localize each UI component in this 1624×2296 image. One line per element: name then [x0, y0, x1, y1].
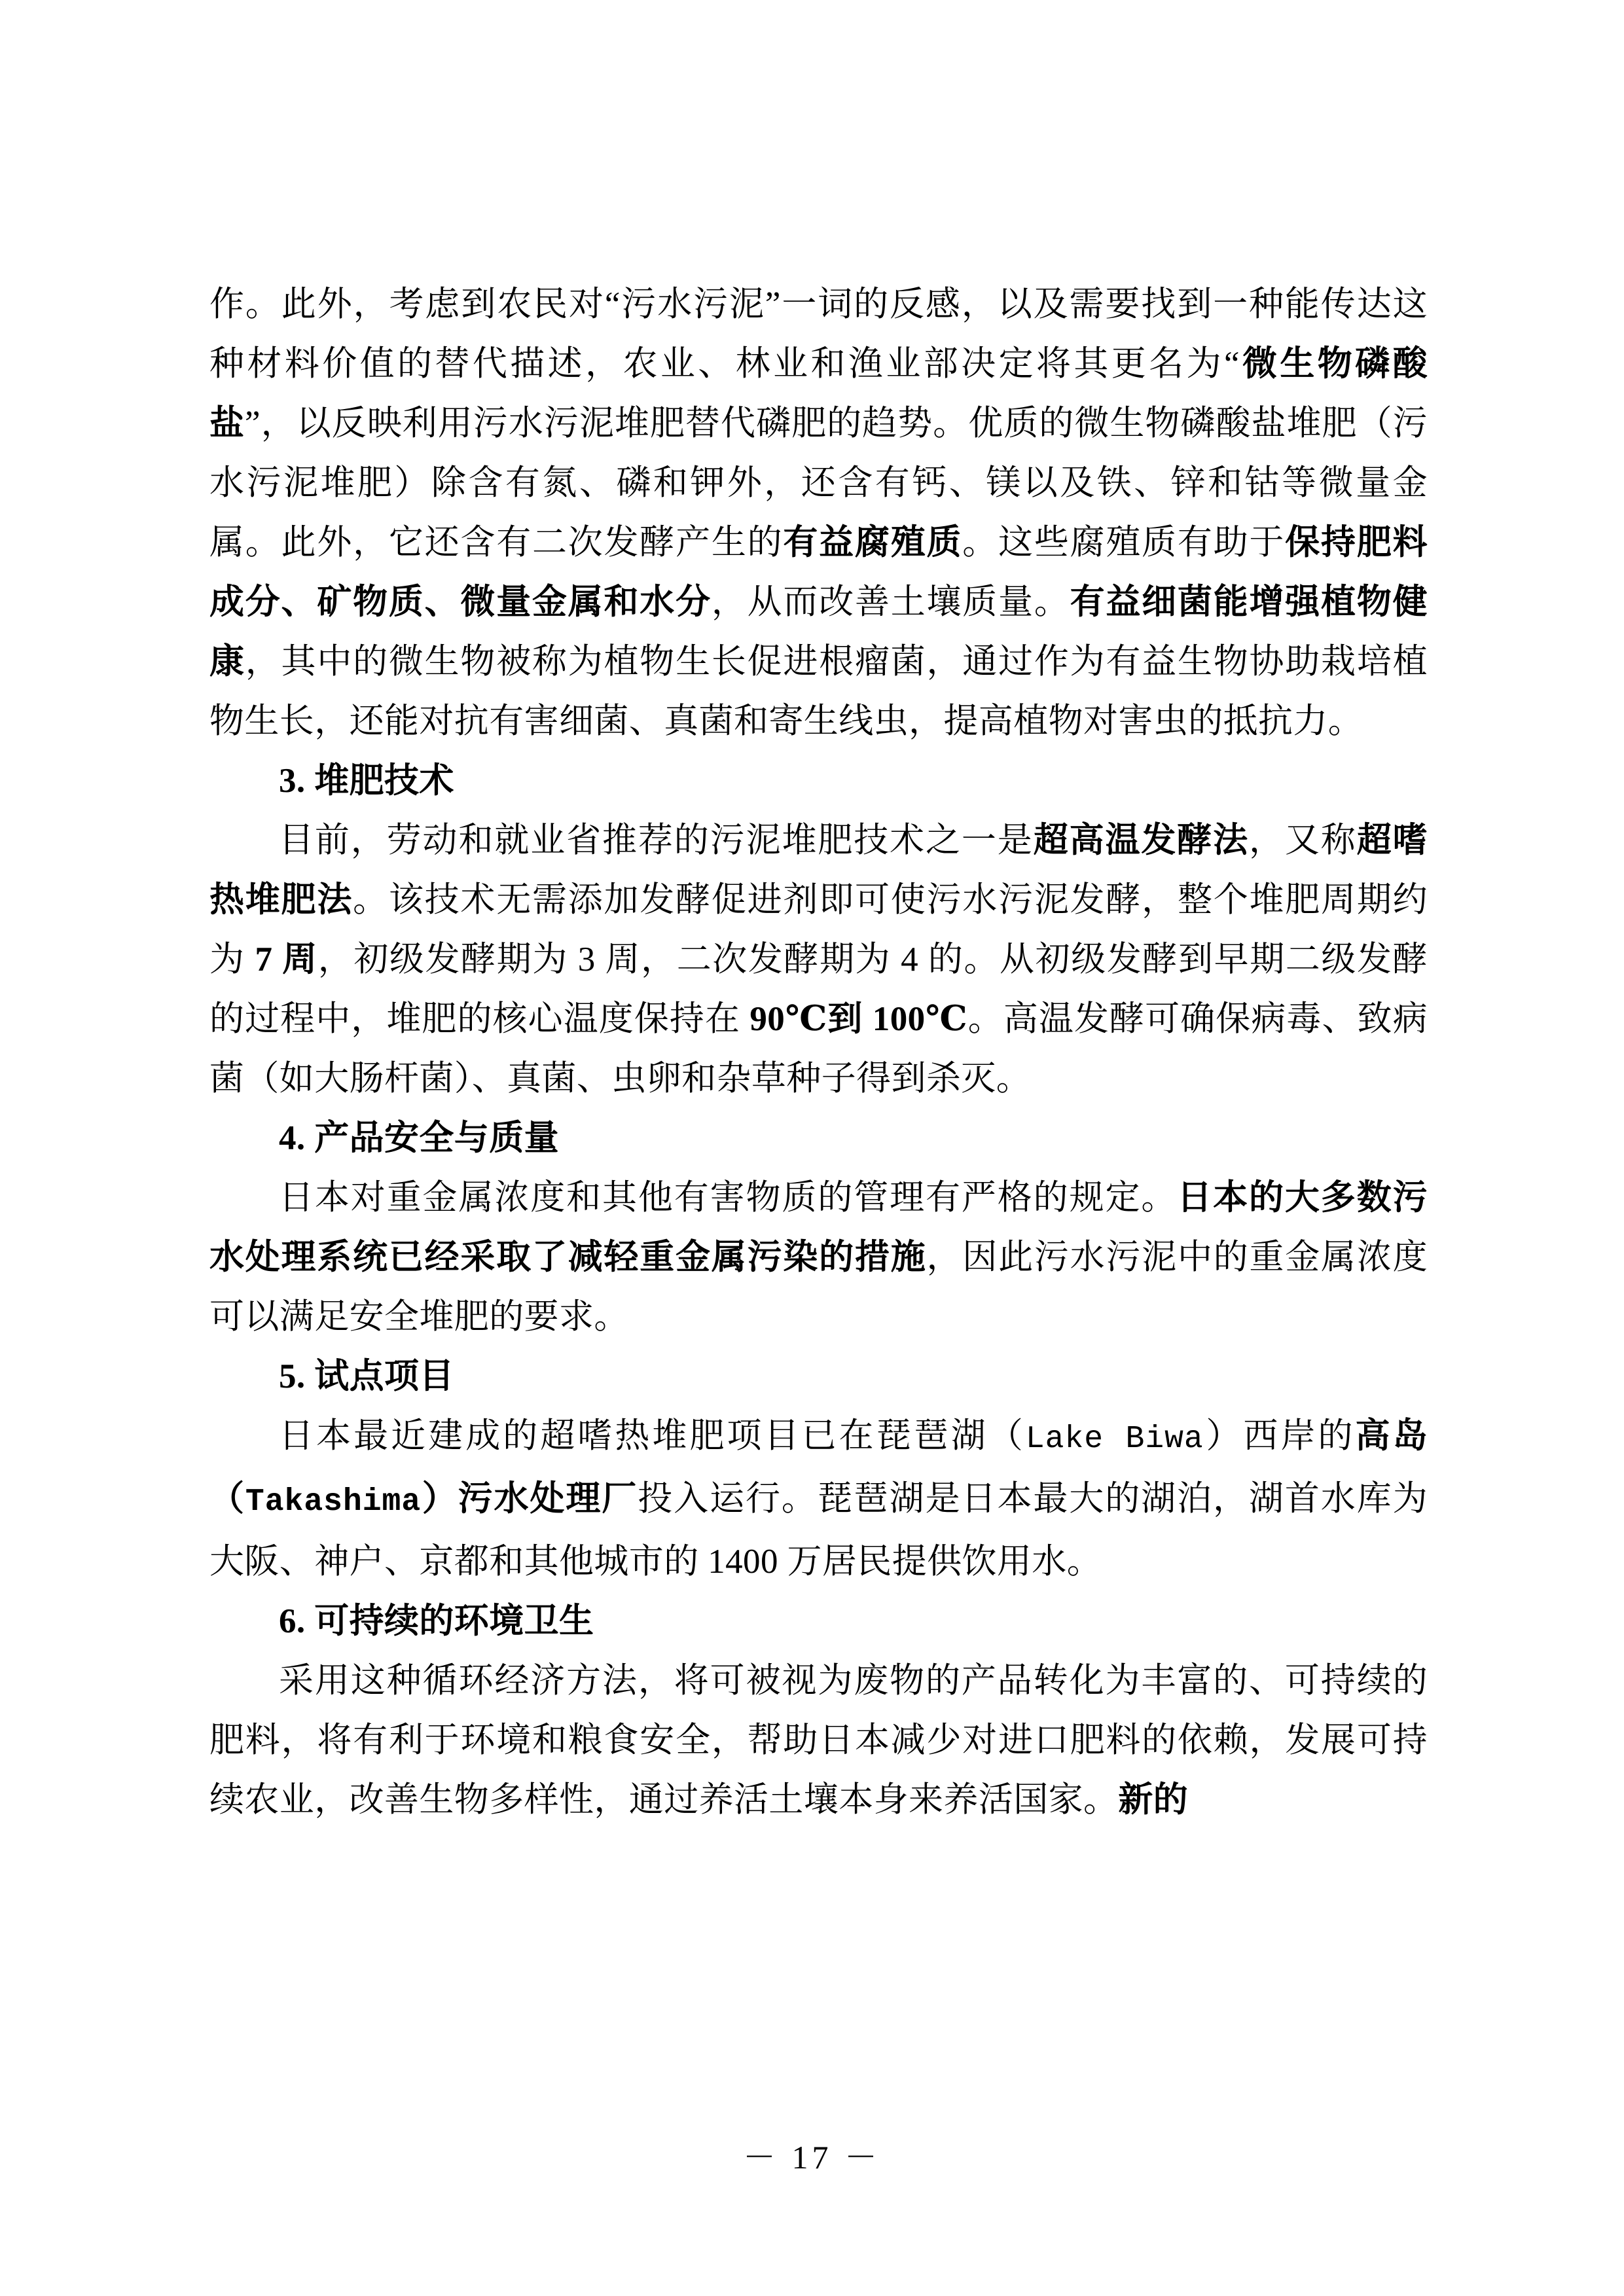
- paragraph-6: 采用这种循环经济方法，将可被视为废物的产品转化为丰富的、可持续的肥料，将有利于环境和粮食安全，帮助日本减少对进口肥料的依赖，发展可持续农业，改善生物多样性，通过养活土壤本身来养活国家。新的: [209, 1662, 1428, 1819]
- bold-phrase: 90℃到 100℃: [749, 1000, 968, 1038]
- bold-phrase: 7 周: [255, 941, 318, 978]
- bold-phrase: 微生物磷酸盐: [209, 345, 1428, 442]
- bold-phrase: 有益腐殖质: [783, 524, 963, 562]
- bold-phrase: 高岛（Takashima）污水处理厂: [209, 1417, 1428, 1520]
- bold-phrase: 超高温发酵法: [1033, 821, 1250, 859]
- bold-phrase: 超嗜热堆肥法: [209, 821, 1428, 919]
- page-number: － 17 －: [743, 2139, 881, 2176]
- section-heading-5: 5. 试点项目: [279, 1357, 454, 1395]
- document-body: [209, 275, 1428, 1830]
- bold-phrase: 日本的大多数污水处理系统已经采取了减轻重金属污染的措施: [209, 1179, 1428, 1276]
- bold-phrase: 有益细菌能增强植物健康: [209, 583, 1428, 681]
- paragraph-intro: 作。此外，考虑到农民对“污水污泥”一词的反感，以及需要找到一种能传达这种材料价值的替代描述，农业、林业和渔业部决定将其更名为“微生物磷酸盐”，以反映利用污水污泥堆肥替代磷肥的趋势。优质的微生物磷酸盐堆肥（污水污泥堆肥）除含有氮、磷和钾外，还含有钙、镁以及铁、锌和钴等微量金属。此外，它还含有二次发酵产生的有益腐殖质。这些腐殖质有助于保持肥料成分、矿物质、微量金属和水分，从而改善土壤质量。有益细菌能增强植物健康，其中的微生物被称为植物生长促进根瘤菌，通过作为有益生物协助栽培植物生长，还能对抗有害细菌、真菌和寄生线虫，提高植物对害虫的抵抗力。: [209, 285, 1428, 740]
- section-heading-6: 6. 可持续的环境卫生: [279, 1602, 594, 1640]
- paragraph-5: 日本最近建成的超嗜热堆肥项目已在琵琶湖（Lake Biwa）西岸的高岛（Takashima）污水处理厂投入运行。琵琶湖是日本最大的湖泊，湖首水库为大阪、神户、京都和其他城市的 1400 万居民提供饮用水。: [209, 1417, 1428, 1581]
- section-heading-4: 4. 产品安全与质量: [279, 1119, 559, 1157]
- bold-phrase: 保持肥料成分、矿物质、微量金属和水分: [209, 524, 1428, 621]
- paragraph-3: 目前，劳动和就业省推荐的污泥堆肥技术之一是超高温发酵法，又称超嗜热堆肥法。该技术无需添加发酵促进剂即可使污水污泥发酵，整个堆肥周期约为 7 周，初级发酵期为 3 周，二次发酵期为 4 的。从初级发酵到早期二级发酵的过程中，堆肥的核心温度保持在 90℃到 100℃。高温发酵可确保病毒、致病菌（如大肠杆菌）、真菌、虫卵和杂草种子得到杀灭。: [209, 821, 1428, 1098]
- section-heading-3: 3. 堆肥技术: [279, 762, 454, 800]
- bold-phrase: 新的: [1118, 1781, 1189, 1819]
- paragraph-4: 日本对重金属浓度和其他有害物质的管理有严格的规定。日本的大多数污水处理系统已经采取了减轻重金属污染的措施，因此污水污泥中的重金属浓度可以满足安全堆肥的要求。: [209, 1179, 1428, 1336]
